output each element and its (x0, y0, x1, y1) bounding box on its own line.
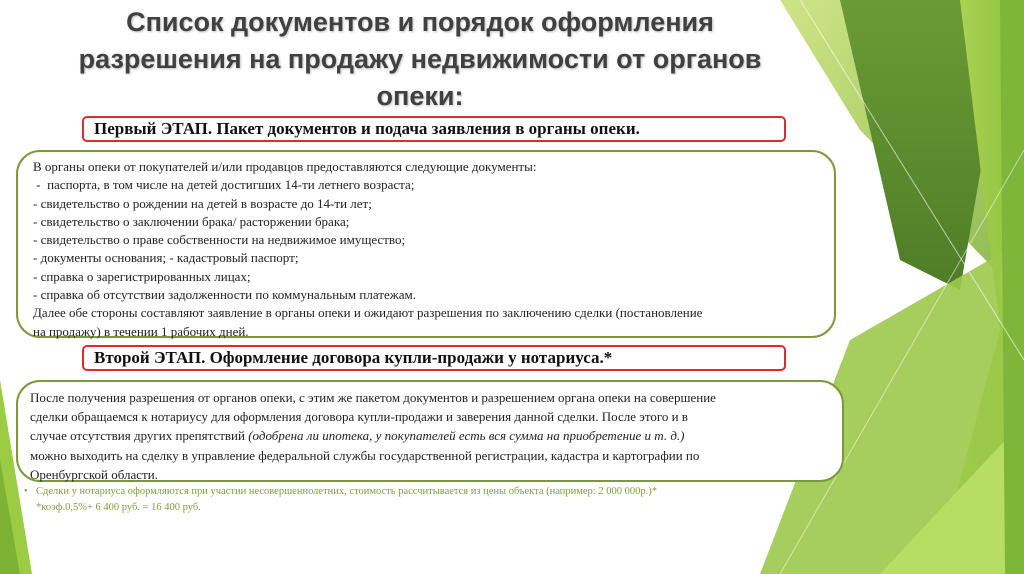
stage-1-line: - свидетельство о заключении брака/ расторжении брака; (33, 213, 350, 229)
stage-1-line: - справка о зарегистрированных лицах; (33, 268, 251, 284)
stage-1-line: В органы опеки от покупателей и/или продавцов предоставляются следующие документы: (33, 159, 537, 174)
footnote-line-1: Сделки у нотариуса оформляются при участии несовершеннолетних, стоимость рассчитывается из цены объекта (например: 2 000 000р.)* (36, 486, 657, 497)
stage-2-line: Оренбургской области. (30, 466, 158, 482)
stage-1-line: на продажу) в течении 1 рабочих дней. (33, 323, 249, 339)
stage-2-line-3 (30, 426, 828, 445)
footnote-line-2: *коэф.0,5%+ 6 400 руб. = 16 400 руб. (36, 502, 201, 513)
footnote (24, 484, 826, 516)
footnote-bullet: • (24, 486, 28, 497)
stage-2-line: можно выходить на сделку в управление федеральной службы государственной регистрации, кадастра и картографии по (30, 447, 700, 463)
page-title (40, 4, 800, 115)
stage-1-line: - справка об отсутствии задолженности по коммунальным платежам. (33, 287, 416, 303)
stage-2-line-3-text: случае отсутствия других препятствий (30, 428, 249, 444)
stage-1-line: - свидетельство о рождении на детей в возрасте до 14-ти лет; (33, 195, 372, 211)
page-title-line-1: Список документов и порядок оформления (126, 7, 714, 37)
stage-1-line: Далее обе стороны составляют заявление в органы опеки и ожидают разрешения по заключению сделки (постановление (33, 305, 703, 321)
stage-2-description (16, 380, 844, 482)
stage-1-line: - документы основания; - кадастровый паспорт; (33, 250, 299, 266)
stage-2-line-3-italic-note: (одобрена ли ипотека, у покупателей есть вся сумма на приобретение и т. д.) (248, 428, 685, 444)
stage-1-line: - паспорта, в том числе на детей достигших 14-ти летнего возраста; (33, 177, 415, 193)
stage-2-header: Второй ЭТАП. Оформление договора купли-продажи у нотариуса.* (82, 345, 786, 371)
stage-1-header: Первый ЭТАП. Пакет документов и подача заявления в органы опеки. (82, 116, 786, 142)
stage-1-line: - свидетельство о праве собственности на недвижимое имущество; (33, 232, 406, 248)
stage-1-document-list (16, 150, 836, 338)
page-title-line-2: разрешения на продажу недвижимости от органов (78, 44, 762, 74)
stage-2-line: сделки обращаемся к нотариусу для оформления договора купли-продажи и заверения данной сделки. После этого и в (30, 409, 688, 425)
stage-2-line: После получения разрешения от органов опеки, с этим же пакетом документов и разрешением органа опеки на совершение (30, 390, 716, 405)
page-title-line-3: опеки: (376, 81, 464, 111)
